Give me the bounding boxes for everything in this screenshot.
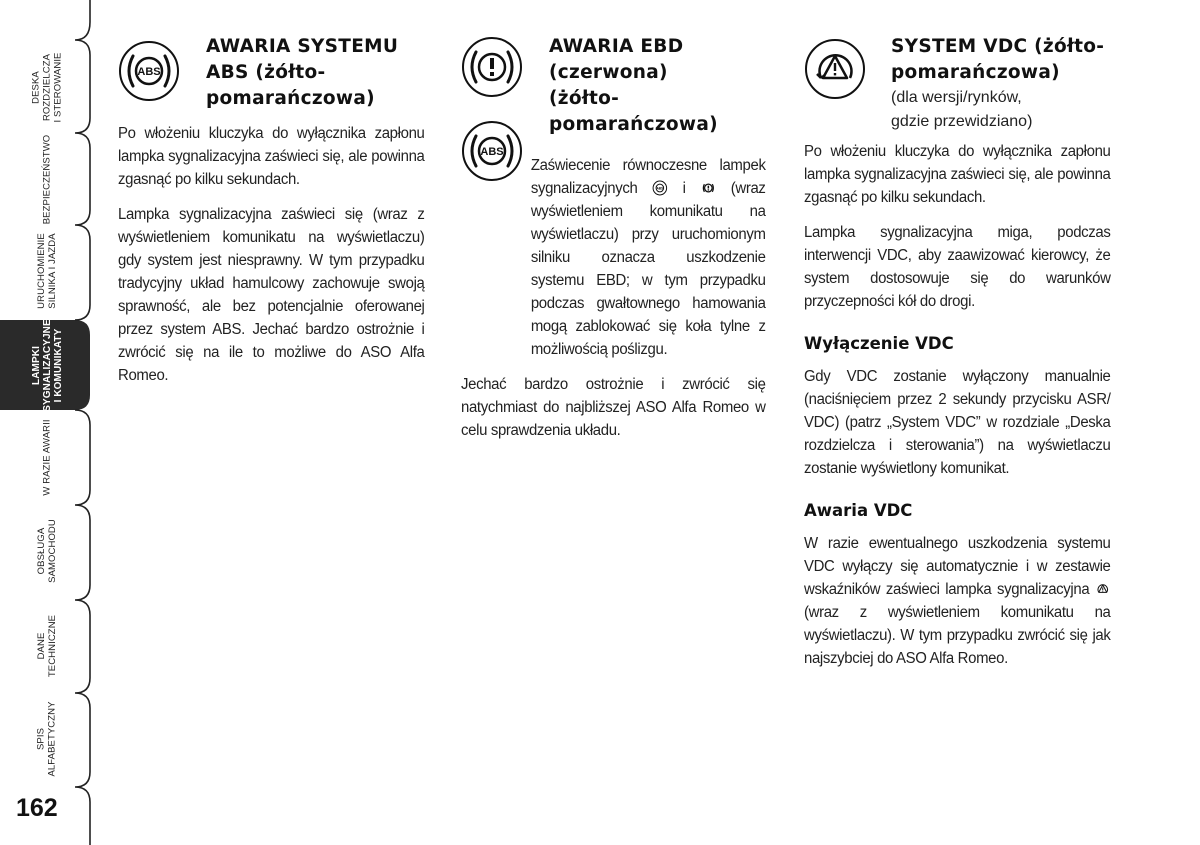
title-line: AWARIA EBD	[549, 36, 684, 57]
heading-vdc-failure: Awaria VDC	[804, 501, 913, 520]
vdc-warning-icon	[804, 38, 866, 100]
paragraph: Jechać bardzo ostrożnie i zwrócić się natychmiast do najbliższej ASO Alfa Romeo w celu sprawdzenia układu.	[461, 376, 766, 439]
brake-warning-icon	[461, 36, 523, 98]
tab-uruchomienie[interactable]: URUCHOMIENIE SILNIKA I JAZDA	[36, 233, 58, 309]
tab-lampki-sygnalizacyjne[interactable]: LAMPKI SYGNALIZACYJNE I KOMUNIKATY	[30, 318, 64, 412]
svg-text:ABS: ABS	[656, 186, 664, 191]
abs-inline-icon	[652, 180, 668, 196]
paragraph: Po włożeniu kluczyka do wyłącznika zapłonu lampka sygnalizacyjna zaświeci się, ale powinna zgasnąć po kilku sekundach.	[804, 143, 1111, 206]
tab-dane-techniczne[interactable]: DANE TECHNICZNE	[35, 614, 58, 678]
page-number: 162	[16, 794, 58, 822]
paragraph: Po włożeniu kluczyka do wyłącznika zapłonu lampka sygnalizacyjna zaświeci się, ale powinna zgasnąć po kilku sekundach.	[118, 125, 425, 188]
section-vdc-system	[804, 34, 1120, 682]
svg-text:ABS: ABS	[480, 146, 504, 158]
tab-spis-alfabetyczny[interactable]: SPIS ALFABETYCZNY	[35, 701, 58, 777]
svg-text:ABS: ABS	[137, 66, 161, 78]
subtitle-line: gdzie przewidziano)	[891, 113, 1033, 130]
vdc-inline-icon	[1095, 581, 1111, 597]
paragraph-text: i	[682, 180, 686, 197]
title-line: (czerwona)	[549, 62, 668, 83]
paragraph-text: W razie ewentualnego uszkodzenia systemu VDC wyłączy się automatycznie i w zestawie wskaźników zaświeci lampka sygnalizacyjna	[804, 535, 1111, 598]
title-line: pomarańczowa)	[891, 62, 1060, 83]
tab-deska-rozdzielcza[interactable]: DESKA ROZDZIELCZA I STEROWANIE	[30, 52, 64, 122]
tab-bezpieczenstwo[interactable]: BEZPIECZEŃSTWO	[41, 134, 53, 224]
section-abs-failure	[118, 34, 434, 399]
paragraph-text: Zaświecenie równoczesne lampek sygnalizacyjnych	[530, 157, 766, 197]
paragraph	[804, 532, 1111, 670]
tab-obsluga[interactable]: OBSŁUGA SAMOCHODU	[36, 519, 58, 583]
subtitle-line: (dla wersji/rynków,	[891, 89, 1022, 106]
abs-warning-icon	[118, 40, 180, 102]
paragraph-text: (wraz wyświetleniem komunikatu na wyświetlaczu) przy uruchomionym silniku oznacza uszkodzenie systemu EBD; w tym przypadku podczas gwałtownego hamowania mogą zablokować się koła tylne z możliwością poślizgu.	[530, 180, 766, 358]
tab-w-razie-awarii[interactable]: W RAZIE AWARII	[41, 418, 53, 496]
heading-vdc-off: Wyłączenie VDC	[804, 334, 954, 353]
paragraph: Gdy VDC zostanie wyłączony manualnie (naciśnięciem przez 2 sekundy przycisku ASR/ VDC) (patrz „System VDC” w rozdziale „Deska rozdzielcza i sterowania”) na wyświetlaczu zostanie wyświetlony komunikat.	[804, 368, 1111, 477]
paragraph: Lampka sygnalizacyjna zaświeci się (wraz z wyświetleniem komunikatu na wyświetlaczu) gdy system jest niesprawny. W tym przypadku tradycyjny układ hamulcowy zachowuje swoją sprawność, ale bez potencjalnie oferowanej przez system ABS. Jechać bardzo ostrożnie i zwrócić się na ile to możliwe do ASO Alfa Romeo.	[118, 206, 425, 384]
title-line: ABS (żółto-	[206, 62, 326, 83]
brake-inline-icon	[700, 180, 716, 196]
section-ebd-failure	[461, 34, 775, 454]
paragraph-text: (wraz z wyświetleniem komunikatu na wyświetlaczu). W tym przypadku zwrócić się jak najszybciej do ASO Alfa Romeo.	[804, 604, 1111, 667]
title-line: pomarańczowa)	[206, 88, 375, 109]
title-line: AWARIA SYSTEMU	[206, 36, 399, 57]
title-line: pomarańczowa)	[549, 114, 718, 135]
paragraph: Lampka sygnalizacyjna miga, podczas interwencji VDC, aby zaawizować kierowcy, że system dostosowuje się do warunków przyczepności kół do drogi.	[804, 224, 1111, 310]
paragraph	[461, 154, 766, 361]
chapter-tabs	[0, 0, 95, 845]
title-line: SYSTEM VDC (żółto-	[891, 36, 1105, 57]
title-line: (żółto-	[549, 88, 620, 109]
